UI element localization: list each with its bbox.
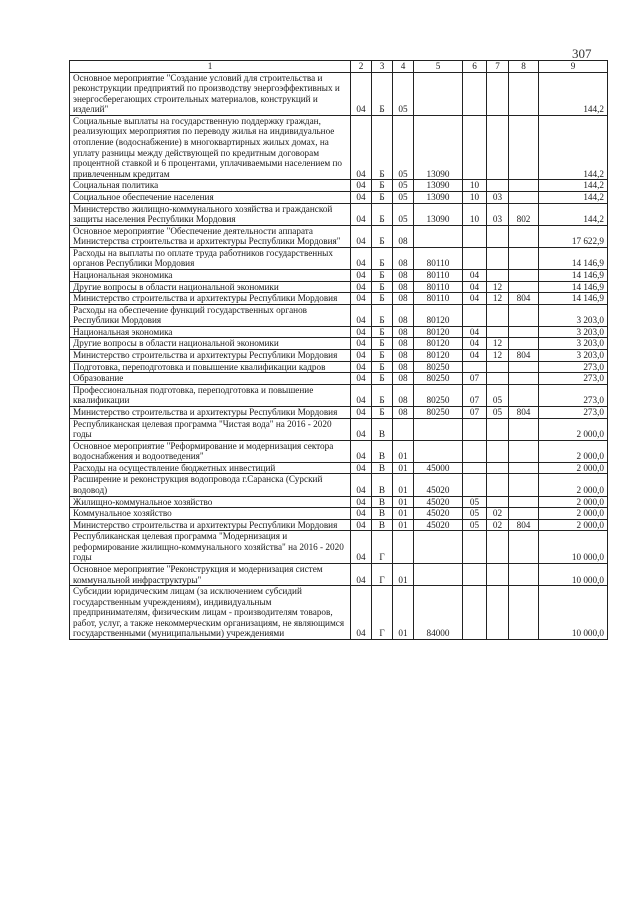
row-code-cell: 04 (351, 384, 372, 406)
column-header-8: 8 (509, 61, 539, 73)
row-name-cell: Профессиональная подготовка, переподготовка и повышение квалификации (70, 384, 351, 406)
table-row (70, 496, 608, 508)
row-code-cell: 45000 (414, 462, 463, 474)
row-code-cell: 05 (393, 115, 414, 179)
table-row (70, 440, 608, 462)
row-code-cell (487, 361, 509, 373)
row-code-cell: 04 (351, 418, 372, 440)
row-code-cell (487, 72, 509, 115)
row-code-cell: В (372, 496, 393, 508)
row-name-cell: Расходы на осуществление бюджетных инвестиций (70, 462, 351, 474)
row-code-cell: 07 (463, 373, 487, 385)
row-code-cell: 05 (487, 406, 509, 418)
row-code-cell: 04 (351, 361, 372, 373)
row-name-cell: Национальная экономика (70, 326, 351, 338)
row-code-cell (509, 474, 539, 496)
row-code-cell: 01 (393, 586, 414, 640)
row-code-cell: 04 (351, 293, 372, 305)
row-name-cell: Основное мероприятие "Реформирование и модернизация сектора водоснабжения и водоотведения" (70, 440, 351, 462)
row-code-cell: 80110 (414, 293, 463, 305)
row-code-cell: Г (372, 531, 393, 564)
row-name-cell: Основное мероприятие "Реконструкция и модернизация систем коммунальной инфраструктуры" (70, 564, 351, 586)
row-amount-cell: 2 000,0 (539, 440, 608, 462)
row-code-cell: 08 (393, 338, 414, 350)
row-code-cell: 08 (393, 281, 414, 293)
row-name-cell: Республиканская целевая программа "Чистая вода" на 2016 - 2020 годы (70, 418, 351, 440)
table-row (70, 180, 608, 192)
column-header-1: 1 (70, 61, 351, 73)
row-code-cell: 04 (463, 293, 487, 305)
row-amount-cell: 3 203,0 (539, 350, 608, 362)
row-code-cell: Б (372, 115, 393, 179)
row-code-cell: 10 (463, 203, 487, 225)
row-name-cell: Расширение и реконструкция водопровода г.Саранска (Сурский водовод) (70, 474, 351, 496)
row-code-cell: 08 (393, 326, 414, 338)
row-code-cell: 04 (463, 338, 487, 350)
row-name-cell: Основное мероприятие "Обеспечение деятельности аппарата Министерства строительства и архитектуры Республики Мордовия" (70, 225, 351, 247)
row-code-cell: 04 (351, 281, 372, 293)
row-code-cell: 04 (463, 281, 487, 293)
row-code-cell: 08 (393, 304, 414, 326)
row-code-cell (463, 564, 487, 586)
table-row (70, 72, 608, 115)
table-row (70, 326, 608, 338)
row-name-cell: Расходы на выплаты по оплате труда работников государственных органов Республики Мордовия (70, 247, 351, 269)
row-name-cell: Министерство строительства и архитектуры Республики Мордовия (70, 350, 351, 362)
row-code-cell: В (372, 474, 393, 496)
row-code-cell: 04 (351, 474, 372, 496)
row-amount-cell: 10 000,0 (539, 564, 608, 586)
budget-table (69, 60, 608, 640)
row-code-cell: 04 (463, 350, 487, 362)
table-row (70, 519, 608, 531)
row-code-cell: 04 (351, 373, 372, 385)
row-code-cell: 04 (351, 247, 372, 269)
row-code-cell (487, 564, 509, 586)
row-code-cell: 01 (393, 564, 414, 586)
row-code-cell (509, 531, 539, 564)
row-code-cell (487, 440, 509, 462)
row-code-cell (509, 115, 539, 179)
row-code-cell: 04 (463, 326, 487, 338)
row-code-cell (463, 531, 487, 564)
row-code-cell: 04 (351, 406, 372, 418)
row-code-cell (463, 418, 487, 440)
row-code-cell: 08 (393, 384, 414, 406)
row-code-cell: В (372, 440, 393, 462)
table-row (70, 293, 608, 305)
row-code-cell: 12 (487, 281, 509, 293)
row-code-cell: Б (372, 338, 393, 350)
row-code-cell: Б (372, 326, 393, 338)
row-code-cell (509, 418, 539, 440)
row-code-cell: 01 (393, 508, 414, 520)
row-code-cell: В (372, 418, 393, 440)
row-code-cell: 04 (351, 350, 372, 362)
table-row (70, 564, 608, 586)
row-code-cell (509, 384, 539, 406)
row-code-cell: 804 (509, 519, 539, 531)
table-row (70, 531, 608, 564)
row-code-cell: 45020 (414, 519, 463, 531)
row-code-cell: Б (372, 350, 393, 362)
row-code-cell: 80250 (414, 406, 463, 418)
row-code-cell (509, 586, 539, 640)
row-code-cell: 04 (351, 462, 372, 474)
table-row (70, 508, 608, 520)
row-code-cell: 04 (351, 180, 372, 192)
row-code-cell: 01 (393, 474, 414, 496)
row-amount-cell: 144,2 (539, 72, 608, 115)
row-name-cell: Социальное обеспечение населения (70, 191, 351, 203)
row-name-cell: Национальная экономика (70, 269, 351, 281)
row-code-cell (509, 225, 539, 247)
row-amount-cell: 2 000,0 (539, 519, 608, 531)
row-amount-cell: 273,0 (539, 373, 608, 385)
row-code-cell: 04 (351, 225, 372, 247)
row-code-cell (487, 474, 509, 496)
row-amount-cell: 3 203,0 (539, 338, 608, 350)
row-code-cell (487, 462, 509, 474)
row-code-cell (487, 225, 509, 247)
row-amount-cell: 273,0 (539, 384, 608, 406)
row-name-cell: Подготовка, переподготовка и повышение квалификации кадров (70, 361, 351, 373)
row-code-cell: 80110 (414, 247, 463, 269)
row-code-cell: 04 (351, 496, 372, 508)
row-code-cell: 80110 (414, 269, 463, 281)
row-name-cell: Коммунальное хозяйство (70, 508, 351, 520)
row-code-cell (509, 326, 539, 338)
row-code-cell: 13090 (414, 191, 463, 203)
row-amount-cell: 14 146,9 (539, 281, 608, 293)
row-code-cell: 13090 (414, 203, 463, 225)
table-row (70, 474, 608, 496)
table-body (70, 72, 608, 639)
column-header-4: 4 (393, 61, 414, 73)
table-row (70, 269, 608, 281)
row-code-cell (509, 191, 539, 203)
row-code-cell: Б (372, 373, 393, 385)
row-code-cell: 12 (487, 338, 509, 350)
row-code-cell (463, 440, 487, 462)
row-code-cell: 07 (463, 406, 487, 418)
row-code-cell (509, 564, 539, 586)
table-row (70, 350, 608, 362)
row-code-cell: Б (372, 247, 393, 269)
row-code-cell: 08 (393, 350, 414, 362)
row-name-cell: Основное мероприятие "Создание условий для строительства и реконструкции предприятий по производству энергоэффективных и энергосберегающих строительных материалов, конструкций и изделий" (70, 72, 351, 115)
row-code-cell (487, 373, 509, 385)
row-code-cell: 07 (463, 384, 487, 406)
table-row (70, 384, 608, 406)
row-code-cell: 12 (487, 350, 509, 362)
row-name-cell: Министерство строительства и архитектуры Республики Мордовия (70, 406, 351, 418)
table-row (70, 338, 608, 350)
row-code-cell: 45020 (414, 496, 463, 508)
row-code-cell: 04 (351, 531, 372, 564)
row-code-cell: Б (372, 191, 393, 203)
row-amount-cell: 273,0 (539, 406, 608, 418)
row-code-cell (509, 462, 539, 474)
row-name-cell: Министерство строительства и архитектуры Республики Мордовия (70, 519, 351, 531)
row-code-cell (487, 586, 509, 640)
row-code-cell: 04 (351, 72, 372, 115)
row-code-cell (487, 496, 509, 508)
row-amount-cell: 10 000,0 (539, 586, 608, 640)
row-code-cell (414, 440, 463, 462)
row-code-cell: Б (372, 293, 393, 305)
row-code-cell: 08 (393, 361, 414, 373)
row-code-cell: 12 (487, 293, 509, 305)
row-amount-cell: 144,2 (539, 203, 608, 225)
row-code-cell: 804 (509, 406, 539, 418)
row-code-cell: В (372, 508, 393, 520)
row-amount-cell: 2 000,0 (539, 462, 608, 474)
row-code-cell: 04 (351, 269, 372, 281)
row-name-cell: Социальная политика (70, 180, 351, 192)
column-header-9: 9 (539, 61, 608, 73)
row-code-cell: 80250 (414, 373, 463, 385)
row-code-cell (509, 440, 539, 462)
row-code-cell: 04 (351, 440, 372, 462)
row-code-cell: 01 (393, 519, 414, 531)
row-name-cell: Субсидии юридическим лицам (за исключением субсидий государственным учреждениям), индивидуальным предпринимателям, физическим лицам - производителям товаров, работ, услуг, а также некоммерческим организациям, не являющимся государственными (муниципальными) учреждениями (70, 586, 351, 640)
row-amount-cell: 144,2 (539, 115, 608, 179)
row-code-cell: 10 (463, 180, 487, 192)
row-code-cell: 03 (487, 191, 509, 203)
row-code-cell: 80250 (414, 384, 463, 406)
row-amount-cell: 10 000,0 (539, 531, 608, 564)
table-row (70, 586, 608, 640)
row-code-cell: 804 (509, 293, 539, 305)
row-code-cell (509, 508, 539, 520)
row-amount-cell: 2 000,0 (539, 508, 608, 520)
row-code-cell (414, 72, 463, 115)
row-code-cell: 05 (393, 72, 414, 115)
row-code-cell: Г (372, 586, 393, 640)
row-code-cell (393, 531, 414, 564)
row-code-cell (463, 115, 487, 179)
table-row (70, 418, 608, 440)
table-row (70, 281, 608, 293)
row-code-cell: 01 (393, 440, 414, 462)
row-code-cell: 804 (509, 350, 539, 362)
row-code-cell: 04 (463, 269, 487, 281)
row-code-cell: 05 (393, 180, 414, 192)
row-code-cell: 05 (393, 203, 414, 225)
row-code-cell: Б (372, 225, 393, 247)
row-code-cell: 05 (463, 508, 487, 520)
page-number: 307 (572, 46, 592, 61)
row-code-cell (463, 462, 487, 474)
row-code-cell: 08 (393, 293, 414, 305)
row-code-cell (509, 373, 539, 385)
row-code-cell: 04 (351, 338, 372, 350)
row-code-cell: 80120 (414, 338, 463, 350)
row-amount-cell: 2 000,0 (539, 474, 608, 496)
row-code-cell: Б (372, 361, 393, 373)
row-code-cell: 03 (487, 203, 509, 225)
row-code-cell: 04 (351, 326, 372, 338)
row-code-cell: 80120 (414, 326, 463, 338)
row-code-cell: 04 (351, 508, 372, 520)
row-code-cell: 04 (351, 304, 372, 326)
column-header-7: 7 (487, 61, 509, 73)
row-code-cell (487, 269, 509, 281)
row-code-cell (463, 247, 487, 269)
row-code-cell: 08 (393, 406, 414, 418)
row-code-cell: Б (372, 281, 393, 293)
row-code-cell (487, 115, 509, 179)
row-amount-cell: 2 000,0 (539, 496, 608, 508)
row-code-cell: Б (372, 180, 393, 192)
row-code-cell (393, 418, 414, 440)
row-amount-cell: 14 146,9 (539, 247, 608, 269)
row-name-cell: Другие вопросы в области национальной экономики (70, 281, 351, 293)
row-code-cell (509, 180, 539, 192)
row-code-cell (487, 304, 509, 326)
row-code-cell: Б (372, 384, 393, 406)
row-code-cell (463, 72, 487, 115)
row-code-cell: 01 (393, 462, 414, 474)
row-code-cell: В (372, 462, 393, 474)
row-code-cell (414, 564, 463, 586)
row-code-cell: Б (372, 203, 393, 225)
row-name-cell: Министерство жилищно-коммунального хозяйства и гражданской защиты населения Республики Мордовия (70, 203, 351, 225)
row-code-cell (509, 281, 539, 293)
row-code-cell (509, 361, 539, 373)
table-row (70, 247, 608, 269)
row-code-cell: 04 (351, 586, 372, 640)
row-code-cell: 04 (351, 115, 372, 179)
row-code-cell: 05 (463, 519, 487, 531)
row-code-cell: 05 (393, 191, 414, 203)
row-code-cell (487, 326, 509, 338)
row-code-cell: В (372, 519, 393, 531)
table-row (70, 115, 608, 179)
row-code-cell: 02 (487, 508, 509, 520)
row-code-cell: 802 (509, 203, 539, 225)
row-code-cell: 08 (393, 373, 414, 385)
table-row (70, 361, 608, 373)
table-row (70, 203, 608, 225)
row-code-cell (509, 72, 539, 115)
row-code-cell: 10 (463, 191, 487, 203)
table-row (70, 373, 608, 385)
row-code-cell: 04 (351, 203, 372, 225)
table-row (70, 191, 608, 203)
row-code-cell: 04 (351, 191, 372, 203)
row-code-cell: 04 (351, 564, 372, 586)
row-code-cell: 80250 (414, 361, 463, 373)
row-code-cell: 08 (393, 269, 414, 281)
row-amount-cell: 2 000,0 (539, 418, 608, 440)
row-code-cell (509, 496, 539, 508)
row-code-cell (463, 304, 487, 326)
row-code-cell: 45020 (414, 508, 463, 520)
row-name-cell: Министерство строительства и архитектуры Республики Мордовия (70, 293, 351, 305)
row-code-cell (487, 247, 509, 269)
row-code-cell: 08 (393, 225, 414, 247)
row-amount-cell: 144,2 (539, 180, 608, 192)
row-name-cell: Жилищно-коммунальное хозяйство (70, 496, 351, 508)
row-code-cell (487, 531, 509, 564)
column-header-row (70, 61, 608, 73)
row-code-cell (414, 531, 463, 564)
row-amount-cell: 14 146,9 (539, 293, 608, 305)
row-code-cell: 13090 (414, 115, 463, 179)
table-row (70, 225, 608, 247)
table-row (70, 462, 608, 474)
row-code-cell: 01 (393, 496, 414, 508)
row-name-cell: Расходы на обеспечение функций государственных органов Республики Мордовия (70, 304, 351, 326)
row-code-cell: Б (372, 406, 393, 418)
row-code-cell (463, 586, 487, 640)
table-row (70, 304, 608, 326)
row-code-cell (509, 338, 539, 350)
row-code-cell: 05 (487, 384, 509, 406)
row-amount-cell: 144,2 (539, 191, 608, 203)
row-amount-cell: 3 203,0 (539, 304, 608, 326)
column-header-6: 6 (463, 61, 487, 73)
row-code-cell (463, 225, 487, 247)
row-code-cell: 13090 (414, 180, 463, 192)
row-name-cell: Республиканская целевая программа "Модернизация и реформирование жилищно-коммунального хозяйства" на 2016 - 2020 годы (70, 531, 351, 564)
column-header-5: 5 (414, 61, 463, 73)
row-code-cell: 05 (463, 496, 487, 508)
row-code-cell: 04 (351, 519, 372, 531)
row-name-cell: Социальные выплаты на государственную поддержку граждан, реализующих мероприятия по переводу жилья на индивидуальное отопление (водоснабжение) в многоквартирных жилых домах, на уплату разницы между действующей по кредитным договорам процентной ставкой и 6 процентами, уплачиваемыми населением по привлеченным кредитам (70, 115, 351, 179)
row-code-cell: 08 (393, 247, 414, 269)
row-code-cell: Б (372, 72, 393, 115)
row-code-cell (414, 225, 463, 247)
row-amount-cell: 17 622,9 (539, 225, 608, 247)
row-code-cell: 80110 (414, 281, 463, 293)
row-code-cell: 02 (487, 519, 509, 531)
row-name-cell: Образование (70, 373, 351, 385)
row-code-cell (487, 180, 509, 192)
row-code-cell: 84000 (414, 586, 463, 640)
row-code-cell (509, 304, 539, 326)
table-row (70, 406, 608, 418)
column-header-2: 2 (351, 61, 372, 73)
column-header-3: 3 (372, 61, 393, 73)
row-code-cell (463, 474, 487, 496)
row-code-cell (414, 418, 463, 440)
row-amount-cell: 273,0 (539, 361, 608, 373)
row-code-cell: 45020 (414, 474, 463, 496)
row-name-cell: Другие вопросы в области национальной экономики (70, 338, 351, 350)
row-code-cell: Г (372, 564, 393, 586)
row-code-cell: Б (372, 269, 393, 281)
row-code-cell (509, 269, 539, 281)
row-code-cell: 80120 (414, 304, 463, 326)
row-code-cell: Б (372, 304, 393, 326)
row-amount-cell: 14 146,9 (539, 269, 608, 281)
row-code-cell (463, 361, 487, 373)
row-code-cell (509, 247, 539, 269)
row-code-cell: 80120 (414, 350, 463, 362)
row-amount-cell: 3 203,0 (539, 326, 608, 338)
row-code-cell (487, 418, 509, 440)
